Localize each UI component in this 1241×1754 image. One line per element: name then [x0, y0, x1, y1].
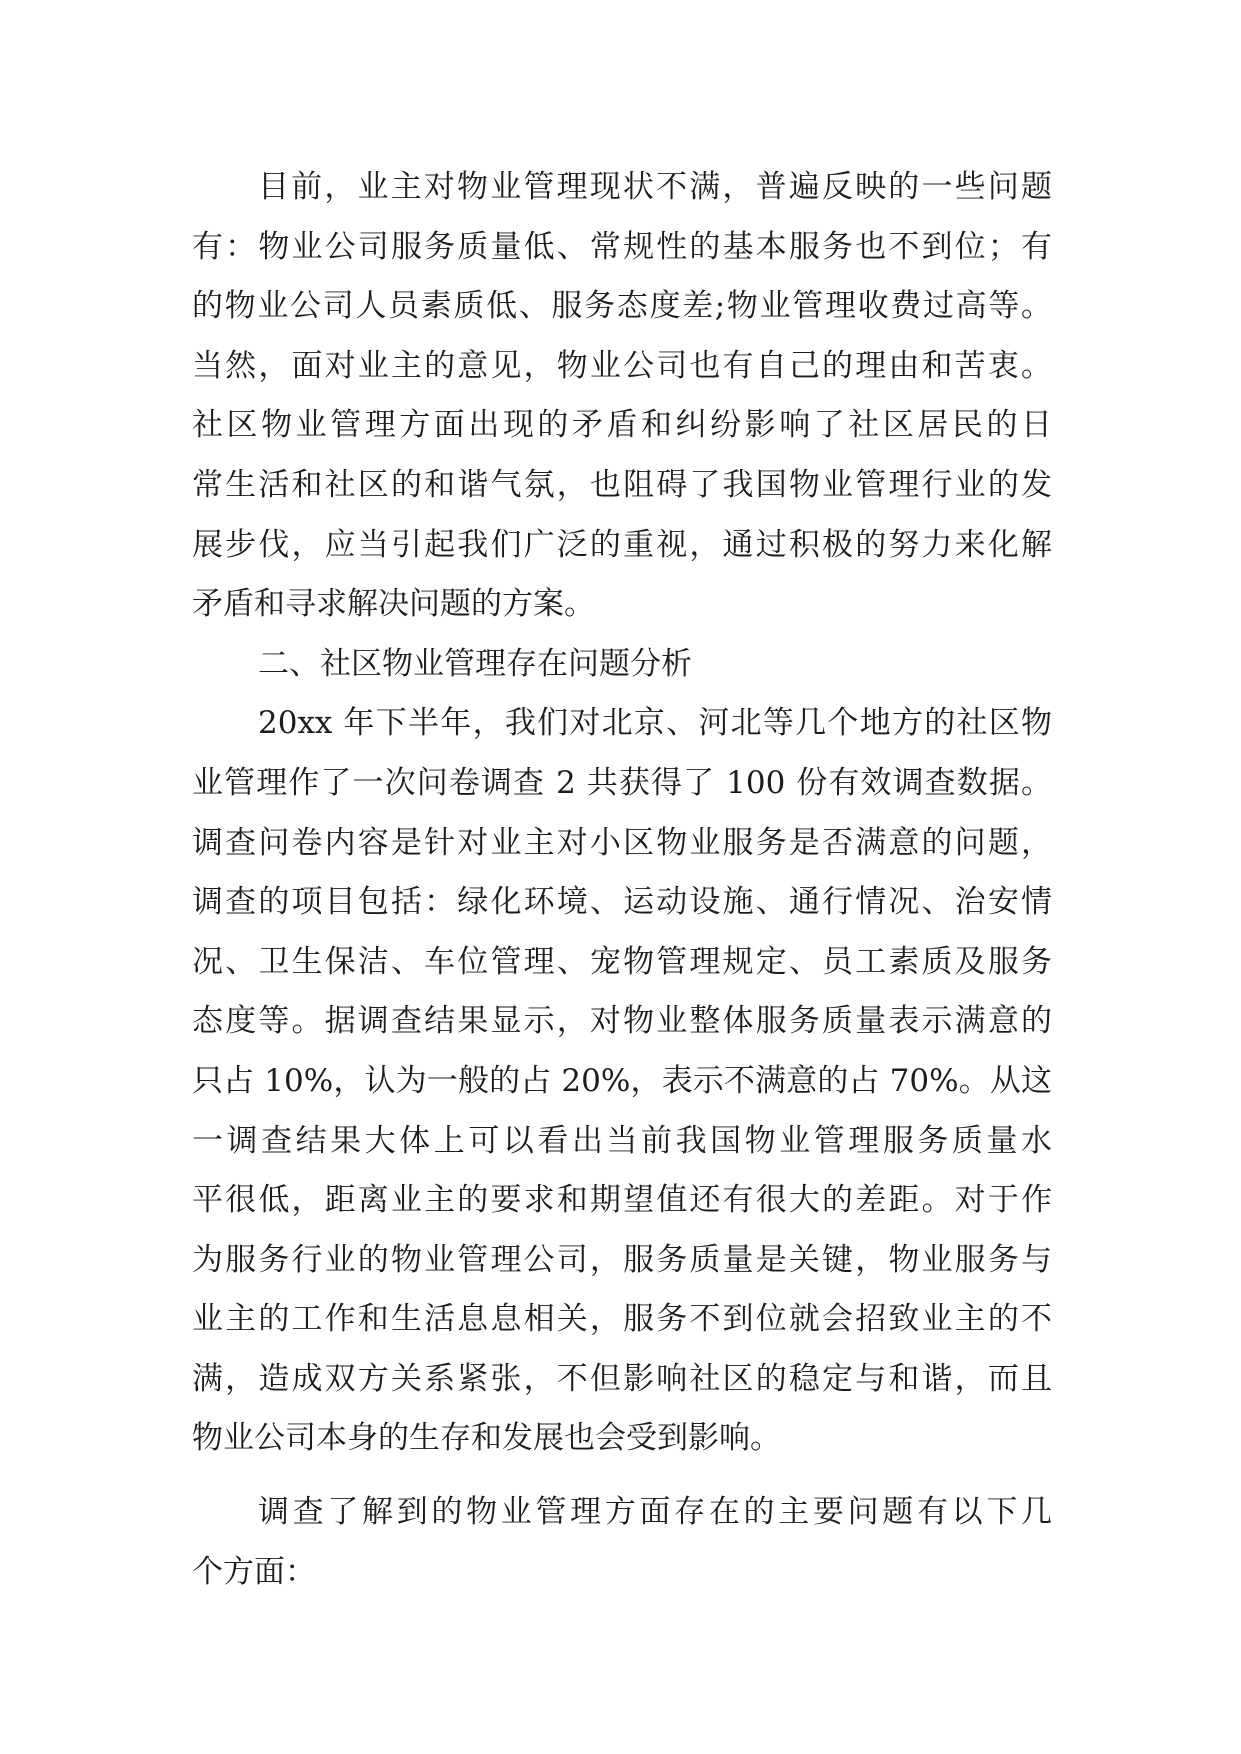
text-line: 调查问卷内容是针对业主对小区物业服务是否满意的问题，	[192, 824, 1052, 861]
paragraph-survey	[192, 694, 1052, 1469]
text-line: 为服务行业的物业管理公司，服务质量是关键，物业服务与	[192, 1241, 1052, 1278]
text-line: 20xx 年下半年，我们对北京、河北等几个地方的社区物	[258, 705, 1052, 742]
text-line: 业管理作了一次问卷调查 2 共获得了 100 份有效调查数据。	[192, 764, 1052, 801]
text-line: 常生活和社区的和谐气氛，也阻碍了我国物业管理行业的发	[192, 466, 1052, 503]
text-line: 目前，业主对物业管理现状不满，普遍反映的一些问题	[258, 169, 1052, 205]
paragraph-problems-intro	[192, 1483, 1052, 1602]
text-line: 社区物业管理方面出现的矛盾和纠纷影响了社区居民的日	[192, 407, 1052, 444]
text-line: 平很低，距离业主的要求和期望值还有很大的差距。对于作	[192, 1182, 1052, 1219]
text-line: 有：物业公司服务质量低、常规性的基本服务也不到位；有	[192, 228, 1052, 265]
text-line: 一调查结果大体上可以看出当前我国物业管理服务质量水	[192, 1122, 1052, 1159]
paragraph-gap	[192, 1469, 1052, 1483]
text-line: 况、卫生保洁、车位管理、宠物管理规定、员工素质及服务	[192, 943, 1052, 980]
text-line: 矛盾和寻求解决问题的方案。	[192, 586, 595, 623]
section-heading	[192, 635, 1052, 695]
text-line: 调查的项目包括：绿化环境、运动设施、通行情况、治安情	[192, 884, 1052, 921]
text-line: 只占 10%，认为一般的占 20%，表示不满意的占 70%。从这	[192, 1062, 1052, 1099]
text-line: 满，造成双方关系紧张，不但影响社区的稳定与和谐，而且	[192, 1360, 1052, 1397]
heading-text: 二、社区物业管理存在问题分析	[258, 645, 692, 682]
text-line: 展步伐，应当引起我们广泛的重视，通过积极的努力来化解	[192, 526, 1052, 563]
text-line: 个方面：	[192, 1553, 316, 1590]
document-body	[192, 158, 1052, 1602]
text-line: 物业公司本身的生存和发展也会受到影响。	[192, 1420, 781, 1457]
text-line: 调查了解到的物业管理方面存在的主要问题有以下几	[258, 1494, 1052, 1531]
text-line: 态度等。据调查结果显示，对物业整体服务质量表示满意的	[192, 1003, 1052, 1040]
paragraph-intro	[192, 158, 1052, 635]
text-line: 的物业公司人员素质低、服务态度差;物业管理收费过高等。	[192, 288, 1052, 325]
text-line: 业主的工作和生活息息相关，服务不到位就会招致业主的不	[192, 1301, 1052, 1338]
text-line: 当然，面对业主的意见，物业公司也有自己的理由和苦衷。	[192, 347, 1052, 384]
